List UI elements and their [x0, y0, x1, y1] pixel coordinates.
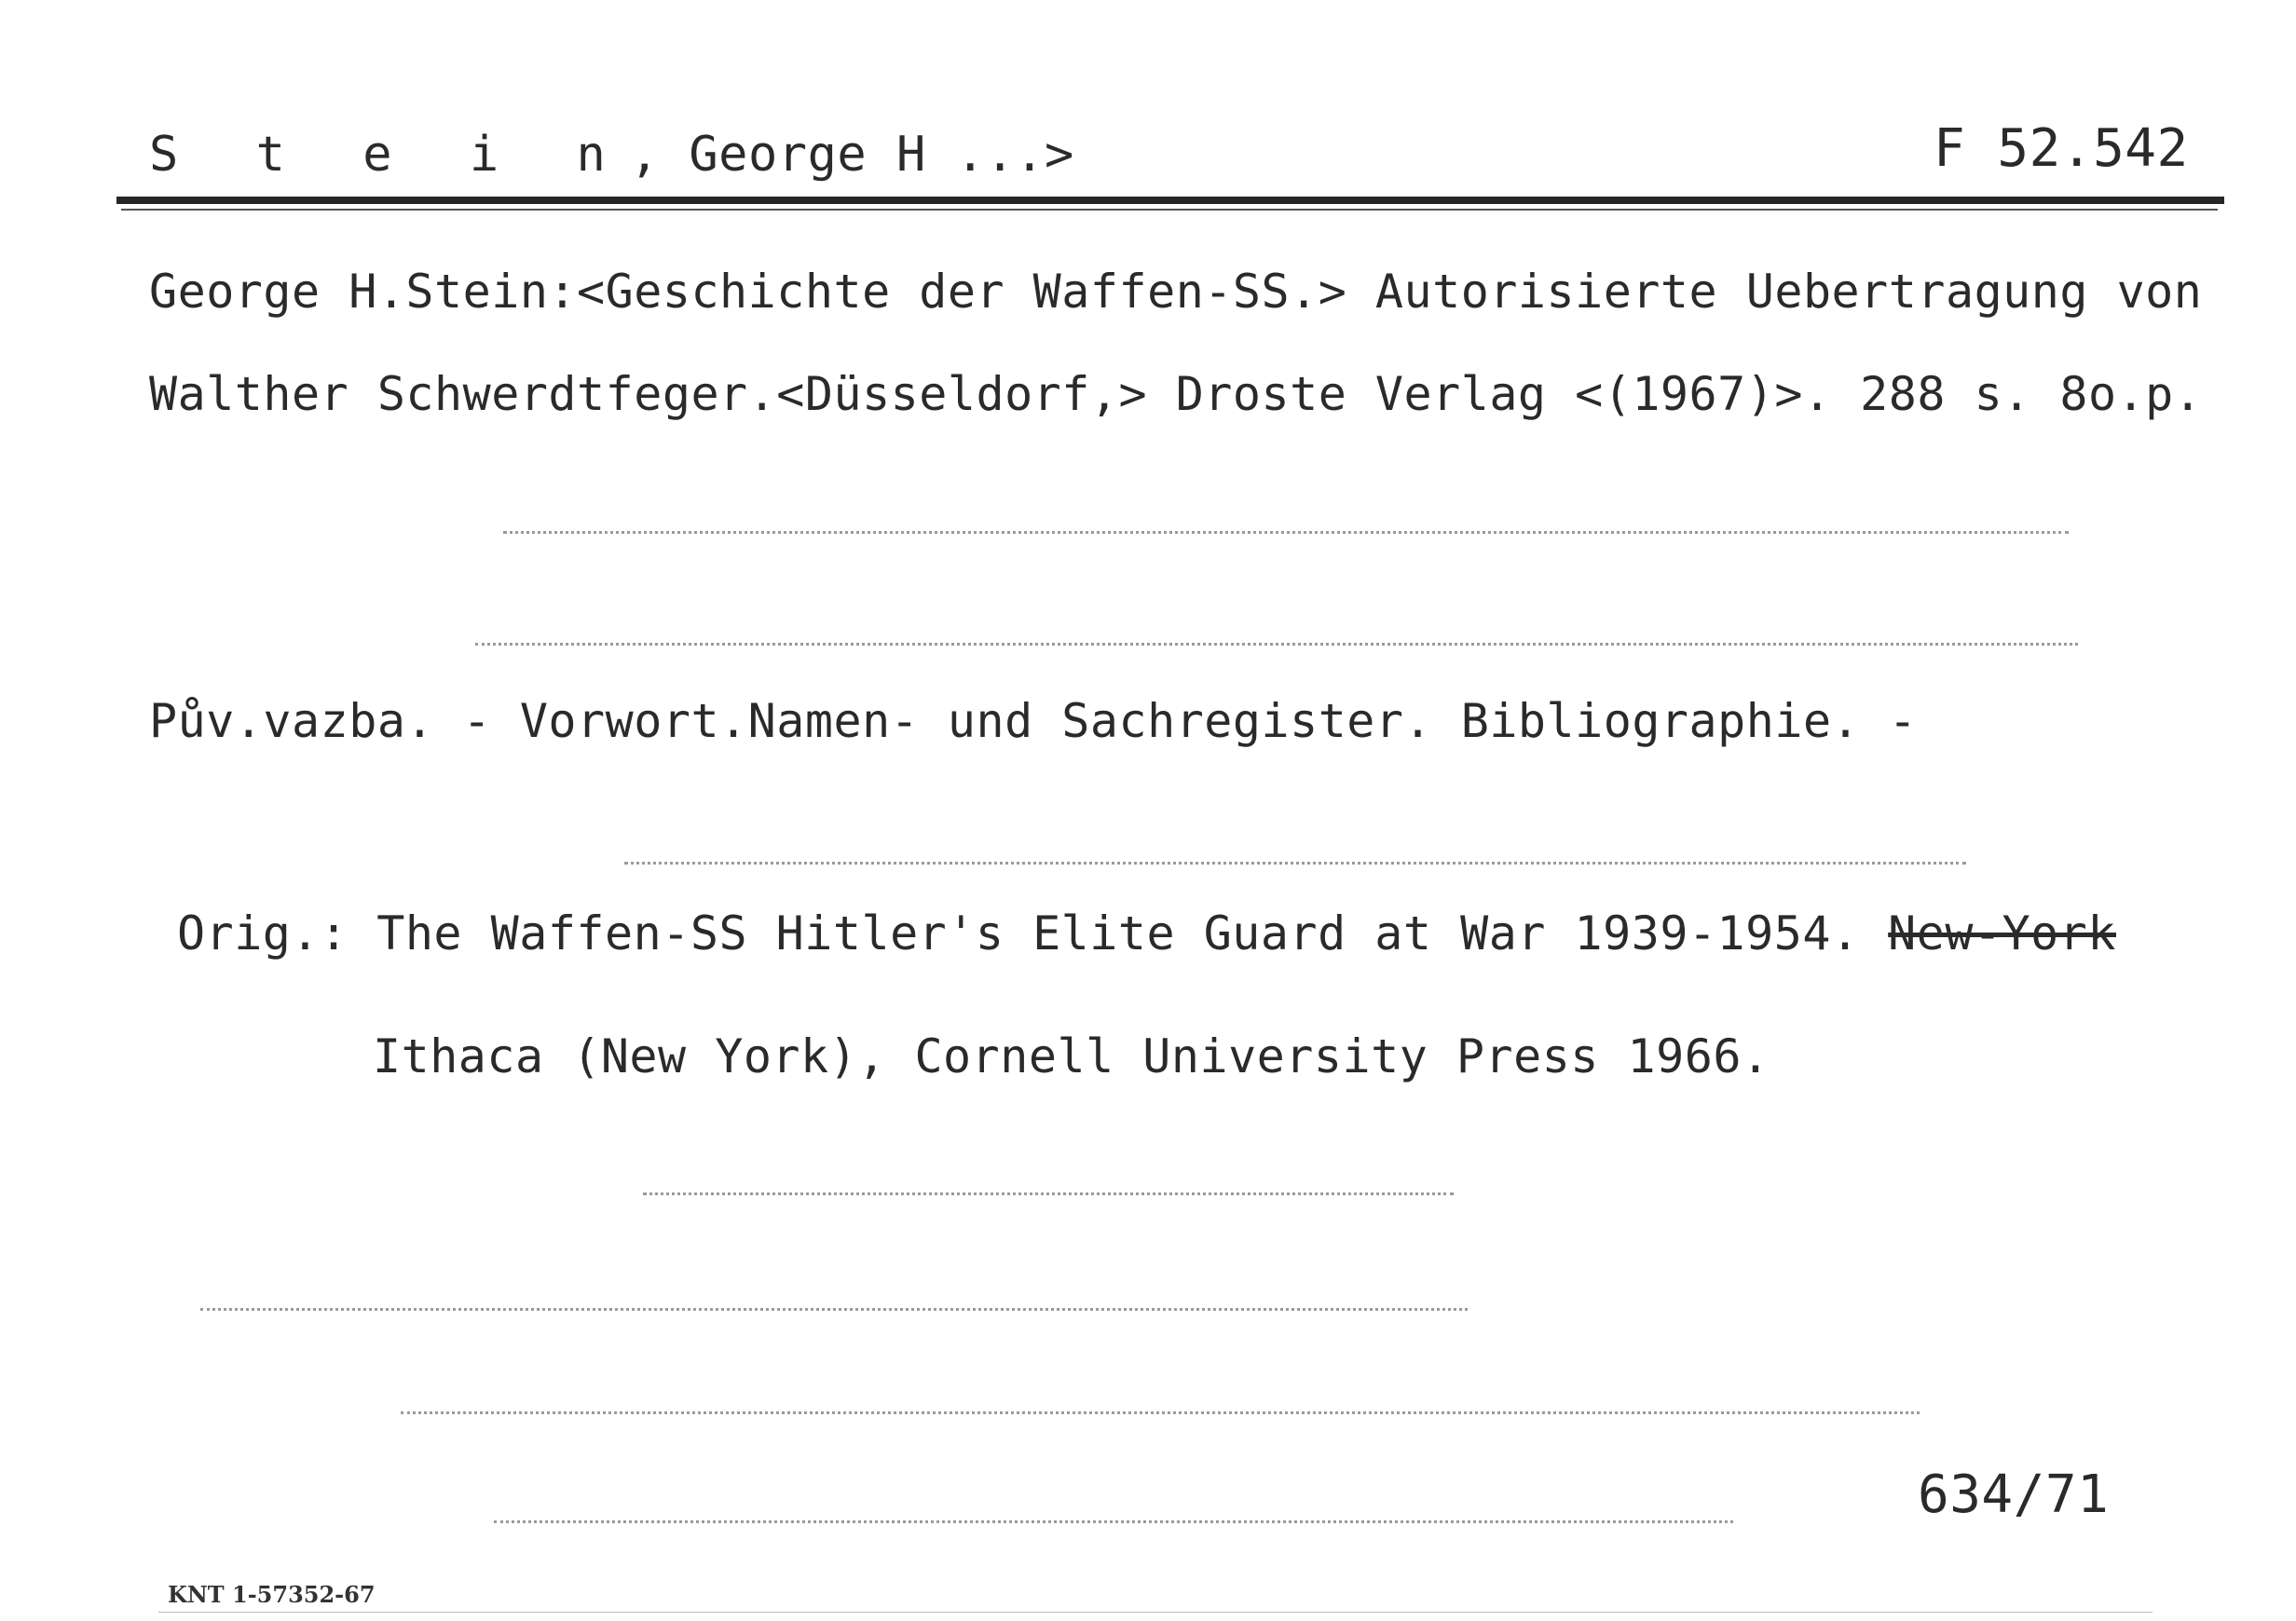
description-line-2: Walther Schwerdtfeger.<Düsseldorf,> Droste Verlag <(1967)>. 288 s. 8o.p. [149, 367, 2203, 421]
original-edition-line-1 [177, 906, 2116, 961]
original-edition-line-2: Ithaca (New York), Cornell University Press 1966. [373, 1029, 1770, 1083]
author-heading [149, 127, 1074, 183]
heading-rule [116, 197, 2224, 204]
author-given-name: , George H ...> [629, 127, 1074, 183]
ruled-line [401, 1411, 1920, 1414]
form-identifier: KNT 1-57352-67 [168, 1581, 376, 1608]
description-line-1: George H.Stein:<Geschichte der Waffen-SS.> Autorisierte Uebertragung von [149, 265, 2203, 319]
shelfmark: F 52.542 [1934, 118, 2189, 179]
ruled-line [624, 862, 1966, 865]
heading-rule-shadow [121, 209, 2218, 211]
notes-line: Pův.vazba. - Vorwort.Namen- und Sachregister. Bibliographie. - [149, 694, 1918, 748]
accession-number: 634/71 [1918, 1464, 2110, 1525]
ruled-line [200, 1308, 1468, 1311]
author-surname: S t e i n [149, 127, 630, 183]
original-title: Orig.: The Waffen-SS Hitler's Elite Guard at War 1939-1954. [177, 906, 1860, 960]
ruled-line [494, 1520, 1733, 1523]
ruled-line [475, 643, 2078, 646]
ruled-line [503, 531, 2069, 534]
ruled-line [643, 1192, 1454, 1195]
struck-place: New-York [1888, 906, 2116, 960]
bottom-edge-line [158, 1612, 2152, 1613]
